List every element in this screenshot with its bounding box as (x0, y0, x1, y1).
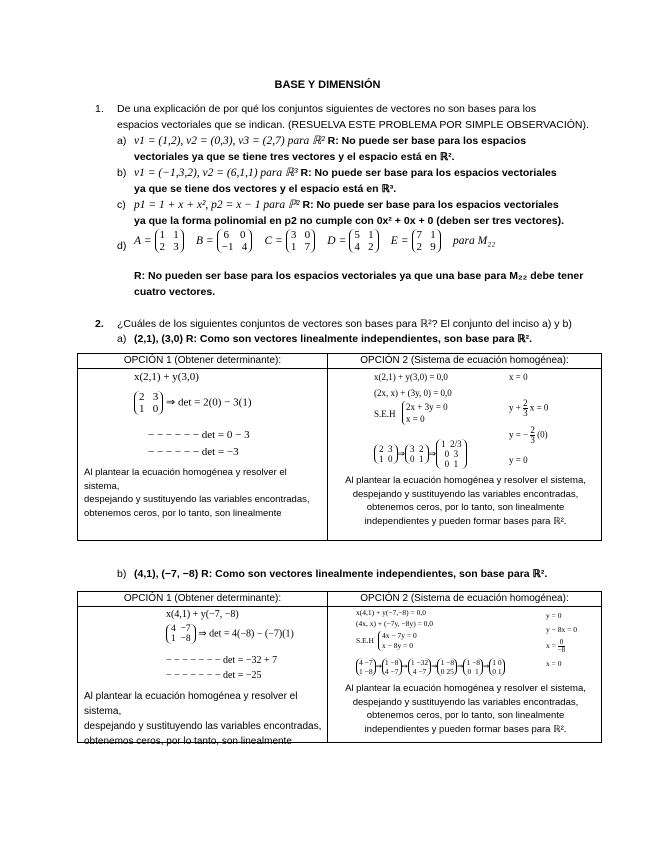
tb-opt2-note-2: despejando y sustituyendo las variables encontradas, (352, 696, 579, 708)
tb-r4: x = 0 (546, 659, 562, 668)
tb-r1: y = 0 (546, 611, 562, 620)
opt2-cell-b (328, 607, 601, 742)
ta-rr-matrix1: 2 3 1 0 (374, 444, 398, 464)
tb-opt2-note-3: obtenemos ceros, por lo tanto, son linealmente (366, 710, 565, 721)
tb-s1: x(4,1) + y(−7,−8) = 0,0 (356, 608, 427, 617)
ta-r3 (509, 426, 548, 445)
opt2-cell-a (328, 369, 601, 540)
tb-rr-m4: 1 −8 0 25 (437, 658, 457, 676)
q1-b-answer-2: ya que se tiene dos vectores y el espacio está en ℝ³. (134, 183, 397, 195)
option-table-a (77, 353, 602, 541)
q1-prompt-line1: De una explicación de por qué los conjuntos siguientes de vectores no son bases para los (117, 103, 537, 115)
q1-d-label: d) (117, 240, 127, 252)
ta-opt2-note-4: independientes y pueden formar bases para ℝ². (364, 515, 567, 527)
tb-rr-m6: 1 0 0 1 (489, 658, 504, 676)
matrix-A: 1 1 2 3 (155, 229, 184, 253)
q1-c-label: c) (117, 199, 126, 211)
fraction-2-3: $\frac{2}{3}$ (523, 398, 528, 418)
ta-r3b: (0) (537, 429, 548, 440)
q1-b-label: b) (117, 167, 127, 179)
q1-b-answer-1: R: No puede ser base para los espacios vectoriales (300, 167, 557, 179)
ta-row-reduction: 2 3 1 0 ⇒ 3 2 0 1 ⇒ 1 2/3 0 3 0 1 (374, 439, 467, 469)
tb-note (84, 689, 324, 749)
fraction-0-neg8: $\frac{0}{-8}$ (557, 638, 566, 654)
tb-rr-m1: 4 −7 1 −8 (356, 658, 376, 676)
q1-d-answer (134, 268, 604, 300)
ta-note (84, 466, 324, 520)
ta-s1: x(2,1) + y(3,0) = 0,0 (374, 372, 448, 382)
tb-row-reduction: 4 −7 1 −8 ⇒ 1 −8 4 −7 ⇒ 1 −32 4 −7 ⇒ 1 −8 0 25 ⇒ 1 −8 0 1 ⇒ 1 0 0 1 (356, 658, 505, 676)
tb-sys1: 4x − 7y = 0 (382, 631, 417, 640)
opt2-header-a: OPCIÓN 2 (Sistema de ecuación homogénea): (328, 354, 602, 369)
ta-r2 (509, 399, 548, 418)
matrix-C-label: C = (264, 234, 283, 247)
tb-det3: − − − − − − − det = −25 (166, 670, 262, 681)
matrix-D: 5 1 4 2 (349, 229, 378, 253)
opt2-header-b: OPCIÓN 2 (Sistema de ecuación homogénea): (328, 592, 602, 607)
option-table-b (77, 591, 602, 747)
ta-rr-matrix3: 1 2/3 0 3 0 1 (436, 439, 467, 469)
ta-s2: (2x, x) + (3y, 0) = 0,0 (374, 388, 452, 398)
ta-det2: − − − − − − det = 0 − 3 (148, 429, 250, 441)
q2-b-text: (4,1), (−7, −8) R: Como son vectores linealmente independientes, son base para ℝ². (134, 568, 548, 580)
tb-r2: y − 8x = 0 (546, 625, 577, 634)
ta-seh-system (402, 401, 448, 425)
q2-a-label: a) (117, 333, 127, 345)
q2-a-text: (2,1), (3,0) R: Como son vectores linealmente independientes, son base para ℝ². (134, 333, 533, 345)
tb-rr-m5: 1 −8 0 1 (463, 658, 483, 676)
ta-det1: ⇒ det = 2(0) − 3(1) (166, 396, 252, 409)
q1-prompt (117, 101, 597, 133)
tb-rr-m2: 1 −8 4 −7 (382, 658, 402, 676)
q1-d-matrices (134, 229, 604, 263)
ta-note-3: obtenemos ceros, por lo tanto, son linealmente (84, 507, 282, 519)
q1-c-answer-2: ya que la forma polinomial en p2 no cumple con 0x² + 0x + 0 (deben ser tres vectores). (134, 215, 565, 227)
opt1-cell-b (78, 607, 327, 747)
tb-r3a: x = (546, 641, 556, 651)
fraction-2-3b: $\frac{2}{3}$ (530, 425, 535, 445)
ta-opt2-note-1: Al plantear la ecuación homogénea y resolver el sistema, (345, 475, 586, 486)
matrix-A-label: A = (134, 234, 152, 247)
q2-b-label: b) (117, 568, 127, 580)
matrix-B-label: B = (196, 234, 214, 247)
ta-opt2-note-2: despejando y sustituyendo las variables encontradas, (352, 488, 579, 500)
q1-a (134, 133, 604, 165)
q1-prompt-line2: espacios vectoriales que se indican. (RESUELVA ESTE PROBLEMA POR SIMPLE OBSERVACIÓN). (117, 119, 589, 131)
q1-a-math: v1 = (1,2), v2 = (0,3), v3 = (2,7) para ℝ² (134, 135, 325, 147)
tb-r3 (546, 639, 565, 654)
ta-r3a: y = − (509, 429, 529, 440)
matrix-D-label: D = (327, 234, 347, 247)
tb-note-3: obtenemos ceros, por lo tanto, son linealmente (84, 736, 292, 747)
q1-a-label: a) (117, 135, 127, 147)
tb-note-2: despejando y sustituyendo las variables encontradas, (84, 721, 322, 732)
opt1-header-a: OPCIÓN 1 (Obtener determinante): (78, 354, 328, 369)
q1-c-answer-1: R: No puede ser base para los espacios vectoriales (302, 199, 559, 211)
tb-opt2-note-4: independientes y pueden formar bases para ℝ². (364, 723, 567, 735)
tb-eq1: x(4,1) + y(−7, −8) (166, 609, 239, 620)
tb-matrix: 4 −7 1 −8 (166, 624, 196, 644)
ta-r4: y = 0 (509, 455, 528, 465)
page-title: BASE Y DIMENSIÓN (274, 79, 381, 91)
matrix-E-label: E = (390, 234, 409, 247)
q1-c (134, 197, 604, 229)
q1-a-answer-2: vectoriales ya que se tiene tres vectores y el espacio está en ℝ². (134, 151, 455, 163)
ta-eq1: x(2,1) + y(3,0) (134, 371, 199, 383)
ta-note-2: despejando y sustituyendo las variables encontradas, (84, 494, 310, 505)
q2-number: 2. (95, 318, 104, 330)
tb-det1: ⇒ det = 4(−8) − (−7)(1) (198, 628, 294, 640)
ta-r2b: x = 0 (529, 402, 549, 413)
ta-note-1: Al plantear la ecuación homogénea y resolver el sistema, (84, 467, 287, 492)
tb-sys2: x − 8y = 0 (382, 641, 413, 650)
tb-opt2-note (328, 682, 603, 736)
ta-det-matrix-row (134, 391, 252, 415)
q1-d-para: para M₂₂ (453, 234, 496, 247)
ta-sys1: 2x + 3y = 0 (406, 402, 448, 412)
ta-det3: − − − − − − det = −3 (148, 446, 239, 458)
q1-c-math: p1 = 1 + x + x², p2 = x − 1 para ℙ² (134, 199, 300, 211)
q1-number: 1. (95, 103, 104, 115)
opt1-header-b: OPCIÓN 1 (Obtener determinante): (78, 592, 328, 607)
tb-seh-system (378, 631, 417, 651)
tb-det2: − − − − − − − det = −32 + 7 (166, 655, 278, 666)
tb-note-1: Al plantear la ecuación homogénea y resolver el sistema, (84, 691, 298, 717)
matrix-C: 3 0 1 7 (286, 229, 315, 253)
ta-opt2-note-3: obtenemos ceros, por lo tanto, son linealmente (366, 502, 565, 513)
q1-d-answer-1: R: No pueden ser base para los espacios vectoriales ya que una base para M₂₂ debe tener (134, 270, 584, 282)
q2-prompt: ¿Cuáles de los siguientes conjuntos de vectores son bases para ℝ²? El conjunto del inciso a) y b) (117, 318, 572, 330)
matrix-B: 6 0 −1 4 (217, 229, 252, 253)
opt1-cell-a (78, 369, 327, 540)
tb-s2: (4x, x) + (−7y, −8y) = 0,0 (356, 619, 434, 628)
ta-opt2-note (328, 474, 603, 528)
q1-a-answer-1: R: No puede ser base para los espacios (327, 135, 527, 147)
ta-rr-matrix2: 3 2 0 1 (405, 444, 429, 464)
matrix-E: 7 1 2 9 (412, 229, 441, 253)
tb-rr-m3: 1 −32 4 −7 (408, 658, 431, 676)
q1-d-answer-2: cuatro vectores. (134, 286, 216, 298)
tb-seh-label: S.E.H (356, 636, 374, 645)
ta-sys2: x = 0 (406, 414, 425, 424)
ta-matrix: 2 3 1 0 (134, 391, 163, 415)
ta-seh-label: S.E.H (374, 409, 396, 419)
tb-det-matrix-row (166, 624, 294, 644)
q1-b (134, 165, 604, 197)
ta-r2a: y + (509, 402, 521, 413)
tb-opt2-note-1: Al plantear la ecuación homogénea y resolver el sistema, (345, 683, 586, 694)
q1-b-math: v1 = (−1,3,2), v2 = (6,1,1) para ℝ³ (134, 167, 298, 179)
ta-r1: x = 0 (509, 372, 528, 382)
